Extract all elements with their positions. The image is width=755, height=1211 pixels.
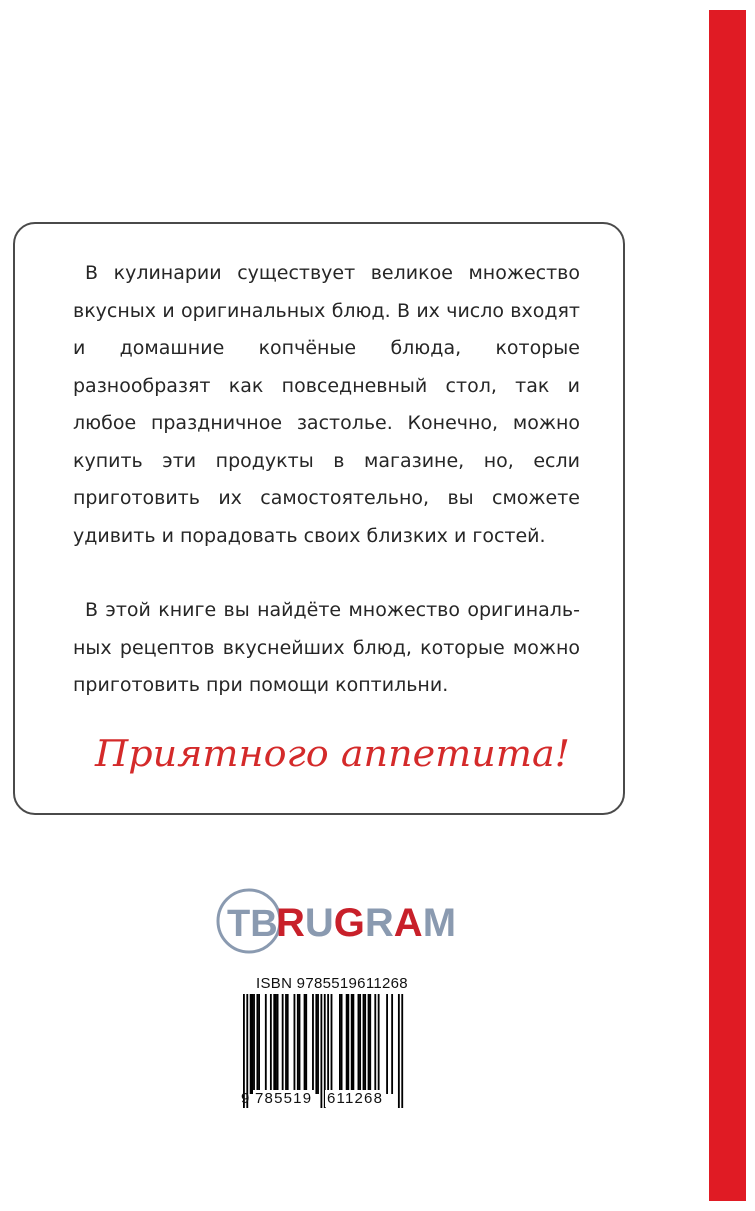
- barcode-bar: [327, 994, 329, 1094]
- barcode-digits: [241, 1090, 407, 1110]
- barcode-bar: [251, 994, 253, 1094]
- barcode-bar: [386, 994, 388, 1094]
- barcode-bar: [250, 994, 252, 1094]
- barcode-bar: [346, 994, 348, 1094]
- barcode-bar: [358, 994, 360, 1094]
- barcode-bar: [352, 994, 354, 1094]
- barcode-digits-left: 785519: [255, 1090, 313, 1107]
- logo-prefix: TB: [227, 903, 278, 945]
- blurb-text: [73, 255, 580, 705]
- logo-letter-r2: R: [364, 901, 394, 945]
- logo-letter-a: A: [393, 901, 423, 945]
- barcode-bar: [339, 994, 341, 1094]
- barcode-bar: [391, 994, 393, 1094]
- barcode-bar: [304, 994, 306, 1094]
- barcode-bar: [294, 994, 296, 1094]
- barcode-bar: [347, 994, 349, 1094]
- barcode-bar: [258, 994, 260, 1094]
- barcode-bar: [273, 994, 275, 1094]
- barcode-bar: [359, 994, 361, 1094]
- red-spine-stripe: [709, 10, 746, 1201]
- barcode-bar: [287, 994, 289, 1094]
- barcode-bar: [363, 994, 365, 1094]
- barcode-bar: [270, 994, 272, 1094]
- barcode-bar: [297, 994, 299, 1094]
- logo-letter-m: M: [422, 901, 457, 945]
- barcode-bar: [275, 994, 277, 1094]
- blurb-paragraph-2: В этой книге вы найдёте множество оригинальных рецептов вкуснейших блюд, которые можно приготовить при помощи коптильни.: [73, 599, 580, 696]
- barcode-bar: [331, 994, 333, 1094]
- logo-letter-g: G: [333, 901, 365, 945]
- barcode-bar: [364, 994, 366, 1094]
- logo-letter-u: U: [304, 901, 334, 945]
- barcode-bar: [265, 994, 267, 1094]
- barcode-bar: [369, 994, 371, 1094]
- barcode-digits-right: 611268: [327, 1090, 384, 1107]
- signature-handwritten: [95, 722, 575, 782]
- barcode-bar: [305, 994, 307, 1094]
- barcode-bar: [312, 994, 314, 1094]
- barcode-bar: [368, 994, 370, 1094]
- barcode-bar: [315, 994, 317, 1094]
- barcode-bar: [351, 994, 353, 1094]
- barcode-bar: [282, 994, 284, 1094]
- barcode-bar: [256, 994, 258, 1094]
- barcode-bar: [341, 994, 343, 1094]
- svg-text:RUGRAM: [276, 901, 456, 945]
- signature-text: Приятного аппетита!: [93, 734, 571, 775]
- barcode-digit-first: 9: [241, 1090, 250, 1107]
- blurb-paragraph-1: В кулинарии существует великое множество вкусных и оригинальных блюд. В их число входят и домашние копчёные блюда, которые разнообразят как повседневный стол, так и любое праздничное застолье. Конечно, можно купить эти продукты в магазине, но, если приготовить их самостоятельно, вы сможете удивить и порадовать своих близких и гостей.: [73, 262, 580, 547]
- barcode-bar: [277, 994, 279, 1094]
- barcode-bar: [299, 994, 301, 1094]
- barcode-bar: [378, 994, 380, 1094]
- publisher-logo: [216, 886, 457, 956]
- barcode-bar: [253, 994, 255, 1094]
- logo-letter-r1: R: [276, 901, 305, 945]
- barcode-bar: [285, 994, 287, 1094]
- barcode-bar: [374, 994, 376, 1094]
- barcode-bar: [317, 994, 319, 1094]
- isbn-label: ISBN 9785519611268: [256, 975, 408, 992]
